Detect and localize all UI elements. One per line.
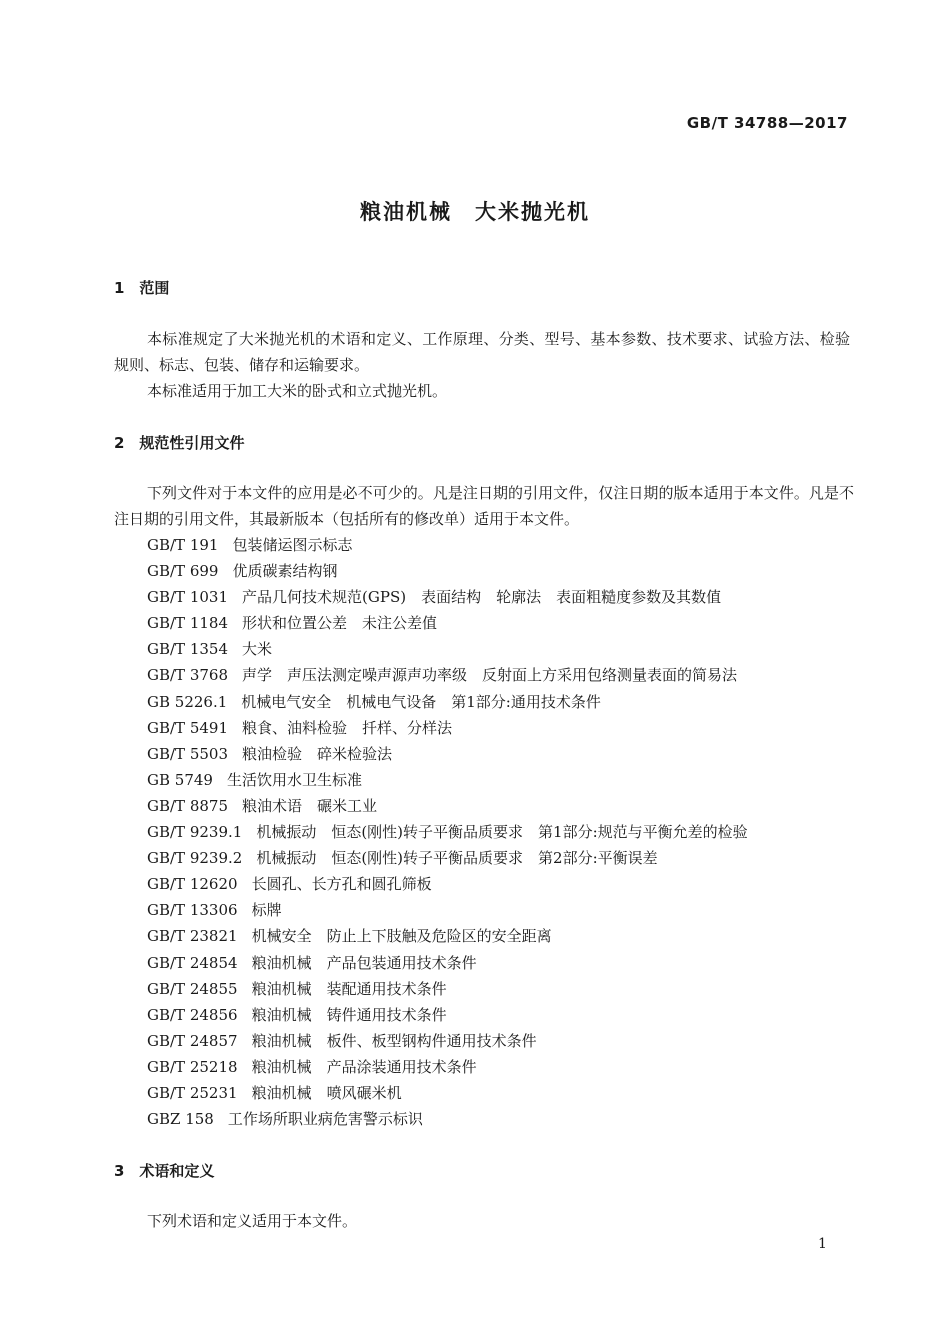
reference-name: 粮油机械 产品涂装通用技术条件	[251, 1057, 477, 1076]
reference-code: GB/T 699	[147, 562, 219, 581]
reference-code: GB/T 5491	[147, 718, 229, 737]
reference-item	[147, 976, 748, 1002]
section-3-heading: 3 术语和定义	[114, 1162, 215, 1180]
section-3-intro: 下列术语和定义适用于本文件。	[147, 1212, 358, 1230]
reference-item	[147, 897, 748, 923]
reference-code: GB/T 23821	[147, 927, 238, 946]
reference-code: GB/T 25218	[147, 1057, 238, 1076]
reference-item	[147, 767, 748, 793]
reference-item	[147, 610, 748, 636]
reference-code: GB 5749	[147, 770, 213, 789]
page-number: 1	[818, 1236, 827, 1252]
reference-name: 大米	[242, 640, 273, 659]
standard-code: GB/T 34788—2017	[686, 114, 848, 132]
reference-name: 优质碳素结构钢	[232, 562, 338, 581]
reference-code: GB/T 24854	[147, 953, 238, 972]
reference-name: 声学 声压法测定噪声源声功率级 反射面上方采用包络测量表面的简易法	[242, 666, 738, 685]
reference-code: GB/T 1354	[147, 640, 229, 659]
section-2-heading: 2 规范性引用文件	[114, 434, 245, 452]
reference-item	[147, 871, 748, 897]
reference-item	[147, 923, 748, 949]
reference-name: 粮油术语 碾米工业	[242, 796, 378, 815]
reference-code: GBZ 158	[147, 1110, 214, 1129]
reference-code: GB/T 12620	[147, 875, 238, 894]
reference-code: GB/T 24855	[147, 979, 238, 998]
reference-item	[147, 662, 748, 688]
reference-code: GB/T 25231	[147, 1083, 238, 1102]
normative-reference-list	[147, 532, 748, 1132]
reference-name: 粮油机械 喷风碾米机	[251, 1083, 402, 1102]
reference-code: GB/T 3768	[147, 666, 229, 685]
reference-item	[147, 741, 748, 767]
reference-name: 包装储运图示标志	[232, 536, 353, 554]
reference-name: 粮油机械 装配通用技术条件	[251, 979, 447, 998]
reference-code: GB/T 1184	[147, 614, 229, 633]
reference-name: 粮食、油料检验 扦样、分样法	[242, 718, 453, 737]
reference-item	[147, 584, 748, 610]
reference-item	[147, 1054, 748, 1080]
reference-item	[147, 532, 748, 558]
reference-code: GB/T 24856	[147, 1005, 238, 1024]
section-1-paragraph-1: 本标准规定了大米抛光机的术语和定义、工作原理、分类、型号、基本参数、技术要求、试验方法、检验规则、标志、包装、储存和运输要求。	[114, 330, 850, 374]
reference-name: 机械振动 恒态(刚性)转子平衡品质要求 第1部分:规范与平衡允差的检验	[256, 823, 748, 842]
document-title: 粮油机械 大米抛光机	[360, 200, 590, 224]
reference-item	[147, 1028, 748, 1054]
section-1-heading: 1 范围	[114, 279, 170, 297]
reference-item	[147, 819, 748, 845]
reference-name: 生活饮用水卫生标准	[226, 770, 362, 789]
reference-name: 粮油机械 产品包装通用技术条件	[251, 953, 477, 972]
reference-item	[147, 636, 748, 662]
reference-code: GB/T 9239.1	[147, 823, 243, 842]
reference-name: 粮油机械 铸件通用技术条件	[251, 1005, 447, 1024]
reference-code: GB/T 13306	[147, 901, 238, 920]
reference-code: GB/T 9239.2	[147, 849, 243, 868]
reference-name: 长圆孔、长方孔和圆孔筛板	[251, 875, 432, 894]
reference-item	[147, 845, 748, 871]
reference-item	[147, 558, 748, 584]
section-1-paragraph-2: 本标准适用于加工大米的卧式和立式抛光机。	[147, 382, 448, 400]
reference-code: GB/T 5503	[147, 744, 229, 763]
reference-name: 粮油检验 碎米检验法	[242, 744, 393, 763]
reference-item	[147, 1106, 748, 1132]
reference-item	[147, 1002, 748, 1028]
reference-name: 粮油机械 板件、板型钢构件通用技术条件	[251, 1031, 537, 1050]
section-2-intro: 下列文件对于本文件的应用是必不可少的。凡是注日期的引用文件，仅注日期的版本适用于本文件。凡是不注日期的引用文件，其最新版本（包括所有的修改单）适用于本文件。	[114, 484, 854, 528]
reference-name: 形状和位置公差 未注公差值	[242, 614, 438, 633]
reference-name: 机械安全 防止上下肢触及危险区的安全距离	[251, 927, 552, 946]
reference-code: GB 5226.1	[147, 692, 228, 711]
reference-name: 机械电气安全 机械电气设备 第1部分:通用技术条件	[241, 692, 601, 711]
reference-code: GB/T 191	[147, 536, 219, 554]
reference-item	[147, 715, 748, 741]
reference-item	[147, 950, 748, 976]
reference-name: 机械振动 恒态(刚性)转子平衡品质要求 第2部分:平衡误差	[256, 849, 658, 868]
reference-item	[147, 689, 748, 715]
reference-code: GB/T 8875	[147, 796, 229, 815]
reference-item	[147, 793, 748, 819]
reference-item	[147, 1080, 748, 1106]
reference-name: 标牌	[251, 901, 282, 920]
reference-code: GB/T 1031	[147, 588, 229, 607]
reference-code: GB/T 24857	[147, 1031, 238, 1050]
reference-name: 工作场所职业病危害警示标识	[227, 1110, 423, 1129]
reference-name: 产品几何技术规范(GPS) 表面结构 轮廓法 表面粗糙度参数及其数值	[242, 588, 722, 607]
